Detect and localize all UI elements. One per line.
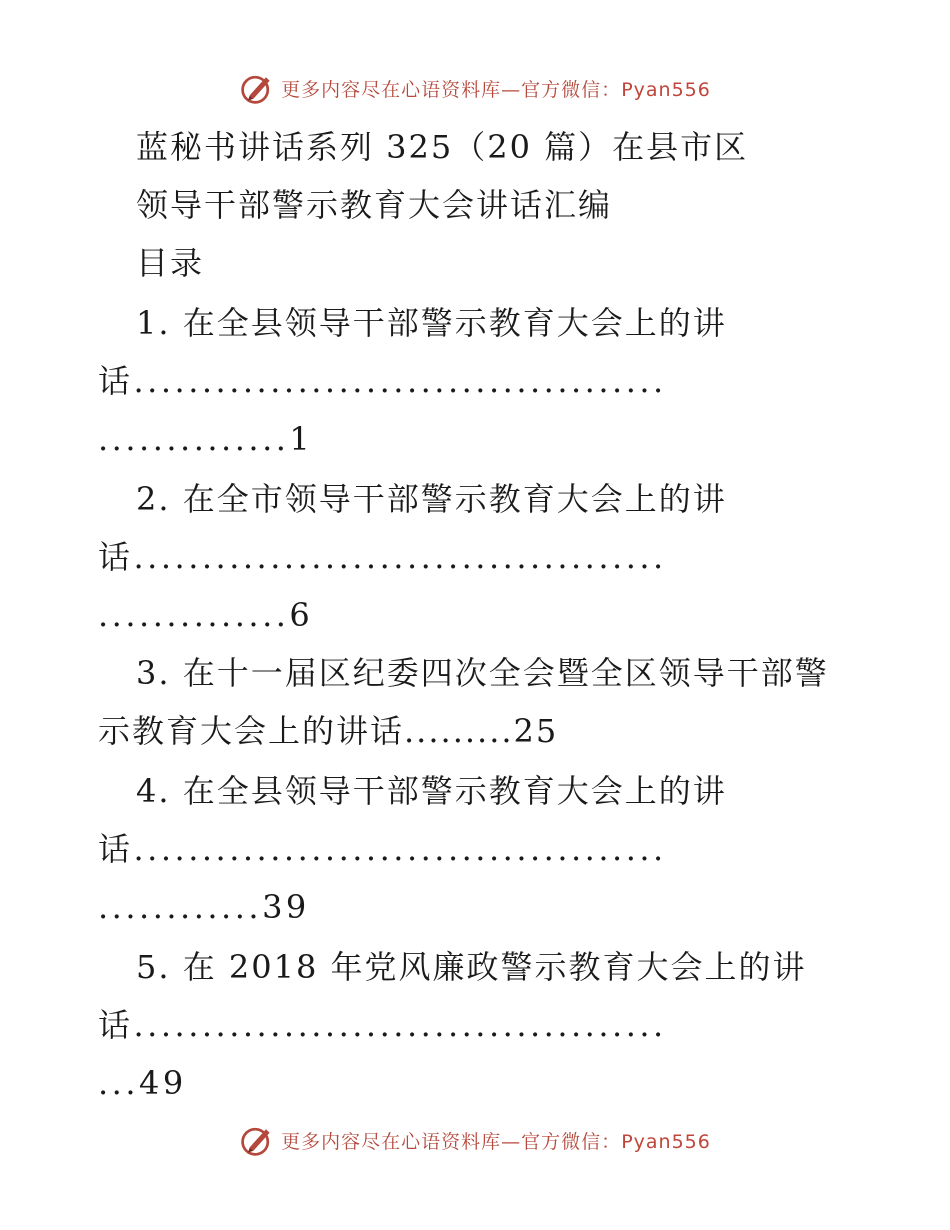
toc-entry-2-leader: 话....................................... (98, 538, 667, 576)
toc-entry-1-title[interactable]: 1. 在全县领导干部警示教育大会上的讲 (136, 304, 727, 342)
toc-entry-4-leader: 话....................................... (98, 830, 667, 868)
banner-wechat-id: Pyan556 (621, 1130, 711, 1153)
toc-entry-3-page[interactable]: 示教育大会上的讲话.........25 (98, 712, 559, 750)
banner-wechat-id: Pyan556 (621, 78, 711, 101)
banner-wechat-label: 官方微信： (521, 1130, 622, 1153)
toc-entry-1-page[interactable]: ..............1 (98, 420, 314, 458)
banner-dash: — (501, 78, 522, 101)
toc-entry-3-title[interactable]: 3. 在十一届区纪委四次全会暨全区领导干部警 (136, 654, 829, 692)
banner-site-name: 更多内容尽在心语资料库 (281, 78, 502, 101)
pen-logo-icon (239, 70, 275, 106)
toc-entry-5-page[interactable]: ...49 (98, 1064, 187, 1102)
doc-title-line2: 领导干部警示教育大会讲话汇编 (136, 186, 613, 224)
toc-entry-2-page[interactable]: ..............6 (98, 596, 314, 634)
toc-entry-4-page[interactable]: ............39 (98, 888, 310, 926)
banner-wechat-label: 官方微信： (521, 78, 622, 101)
header-banner (0, 68, 950, 108)
toc-entry-1-leader: 话....................................... (98, 362, 667, 400)
footer-banner (0, 1120, 950, 1160)
banner-site-name: 更多内容尽在心语资料库 (281, 1130, 502, 1153)
doc-title-line1: 蓝秘书讲话系列 325（20 篇）在县市区 (136, 128, 749, 166)
toc-entry-2-title[interactable]: 2. 在全市领导干部警示教育大会上的讲 (136, 480, 727, 518)
toc-entry-5-leader: 话....................................... (98, 1006, 667, 1044)
toc-entry-5-title[interactable]: 5. 在 2018 年党风廉政警示教育大会上的讲 (136, 948, 807, 986)
pen-logo-icon (239, 1122, 275, 1158)
banner-dash: — (501, 1130, 522, 1153)
toc-entry-4-title[interactable]: 4. 在全县领导干部警示教育大会上的讲 (136, 772, 727, 810)
toc-heading: 目录 (136, 244, 205, 282)
banner-text (281, 1127, 711, 1154)
banner-text (281, 75, 711, 102)
